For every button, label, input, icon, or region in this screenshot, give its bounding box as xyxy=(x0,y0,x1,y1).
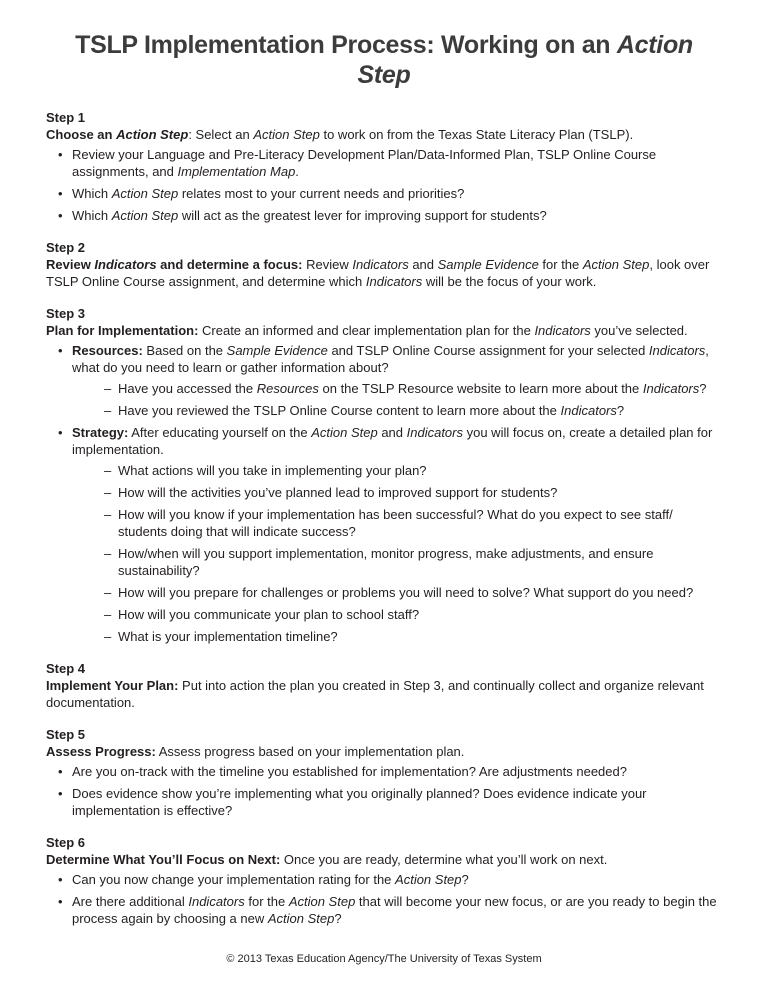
bullet-marker: • xyxy=(58,343,63,358)
step-3-number: Step 3 xyxy=(46,306,86,321)
dash-marker: – xyxy=(104,381,112,396)
step-6-intro: Determine What You’ll Focus on Next: Once you are ready, determine what you’ll work on next. xyxy=(46,852,608,867)
step-1-heading: Choose an Action Step xyxy=(46,127,189,142)
sub-list-item: – How will you know if your implementation has been successful? What do you expect to see staff/ students doing that will indicate success? xyxy=(104,507,673,539)
step-4-heading: Implement Your Plan: xyxy=(46,678,179,693)
step-6-bullets xyxy=(46,871,722,927)
step-6-number: Step 6 xyxy=(46,835,86,850)
step-4-intro: Implement Your Plan: Put into action the plan you created in Step 3, and continually collect and organize relevant documentation. xyxy=(46,678,704,710)
bullet-marker: • xyxy=(58,894,63,909)
step-1-intro: Choose an Action Step: Select an Action Step to work on from the Texas State Literacy Plan (TSLP). xyxy=(46,127,634,142)
step-3-intro: Plan for Implementation: Create an informed and clear implementation plan for the Indicators you’ve selected. xyxy=(46,323,688,338)
step-5-number: Step 5 xyxy=(46,727,86,742)
page-title: TSLP Implementation Process: Working on an Action Step xyxy=(75,31,693,89)
sub-list-item: – How/when will you support implementation, monitor progress, make adjustments, and ensure sustainability? xyxy=(104,546,654,578)
dash-marker: – xyxy=(104,607,112,622)
sub-list-item: – How will the activities you’ve planned lead to improved support for students? xyxy=(104,485,558,500)
sub-list-item: – What is your implementation timeline? xyxy=(104,629,338,644)
dash-marker: – xyxy=(104,585,112,600)
list-item: • Strategy: After educating yourself on the Action Step and Indicators you will focus on, create a detailed plan for implementation. – What actions will you take in implementing your plan? – How will the activities you’ve planned lead to improved support for students? – How will you know if your implementation has been successful? What do you expect to see staff/ students doing that will indicate success? – How/when will you support implementation, monitor progress, make adjustments, and ensure sustainability? – How will you prepare for challenges or problems you will need to solve? What support do you need? – How will you communicate your plan to school staff? – What is your implementation timeline? xyxy=(58,424,722,645)
step-3-bullets xyxy=(46,342,722,645)
sub-list-item: – How will you prepare for challenges or problems you will need to solve? What support do you need? xyxy=(104,585,694,600)
step-5-bullets xyxy=(46,763,722,819)
bullet-marker: • xyxy=(58,208,63,223)
dash-marker: – xyxy=(104,403,112,418)
list-item: • Are you on-track with the timeline you established for implementation? Are adjustments needed? xyxy=(58,764,627,779)
bullet-marker: • xyxy=(58,425,63,440)
list-item: • Resources: Based on the Sample Evidence and TSLP Online Course assignment for your selected Indicators, what do you need to learn or gather information about? – Have you accessed the Resources on the TSLP Resource website to learn more about the Indicators? – Have you reviewed the TSLP Online Course content to learn more about the Indicators? xyxy=(58,342,722,419)
step-2 xyxy=(46,239,722,290)
copyright-footer: © 2013 Texas Education Agency/The University of Texas System xyxy=(226,953,542,965)
list-item: • Which Action Step will act as the greatest lever for improving support for students? xyxy=(58,208,547,223)
step-1-bullets xyxy=(46,146,722,224)
step-5-intro: Assess Progress: Assess progress based on your implementation plan. xyxy=(46,744,465,759)
list-item: • Review your Language and Pre-Literacy Development Plan/Data-Informed Plan, TSLP Online Course assignments, and Implementation Map. xyxy=(58,147,657,179)
dash-marker: – xyxy=(104,629,112,644)
bullet-marker: • xyxy=(58,764,63,779)
bullet-marker: • xyxy=(58,872,63,887)
bullet-marker: • xyxy=(58,147,63,162)
dash-marker: – xyxy=(104,463,112,478)
step-6-heading: Determine What You’ll Focus on Next: xyxy=(46,852,281,867)
dash-marker: – xyxy=(104,507,112,522)
step-6 xyxy=(46,834,722,927)
sub-list-item: – Have you reviewed the TSLP Online Course content to learn more about the Indicators? xyxy=(104,403,625,418)
step-2-intro: Review Indicators and determine a focus: Review Indicators and Sample Evidence for the Action Step, look over TSLP Online Course assignment, and determine which Indicators will be the focus of your work. xyxy=(46,257,710,289)
sub-list-item: – What actions will you take in implementing your plan? xyxy=(104,463,427,478)
sub-list-item: – Have you accessed the Resources on the TSLP Resource website to learn more about the Indicators? xyxy=(104,381,707,396)
list-item: • Which Action Step relates most to your current needs and priorities? xyxy=(58,186,465,201)
bullet-marker: • xyxy=(58,786,63,801)
list-item: • Does evidence show you’re implementing what you originally planned? Does evidence indicate your implementation is effective? xyxy=(58,786,647,818)
step-1-number: Step 1 xyxy=(46,110,86,125)
step-1 xyxy=(46,109,722,224)
strategy-subitems xyxy=(72,462,722,645)
step-2-number: Step 2 xyxy=(46,240,86,255)
sub-list-item: – How will you communicate your plan to school staff? xyxy=(104,607,420,622)
step-3-heading: Plan for Implementation: xyxy=(46,323,199,338)
step-3 xyxy=(46,305,722,645)
step-2-heading: Review Indicators and determine a focus: xyxy=(46,257,303,272)
step-4 xyxy=(46,660,722,711)
dash-marker: – xyxy=(104,546,112,561)
bullet-marker: • xyxy=(58,186,63,201)
resources-subitems xyxy=(72,380,722,419)
dash-marker: – xyxy=(104,485,112,500)
step-5-heading: Assess Progress: xyxy=(46,744,156,759)
list-item: • Can you now change your implementation rating for the Action Step? xyxy=(58,872,469,887)
step-5 xyxy=(46,726,722,819)
list-item: • Are there additional Indicators for the Action Step that will become your new focus, or are you ready to begin the process again by choosing a new Action Step? xyxy=(58,894,717,926)
step-4-number: Step 4 xyxy=(46,661,86,676)
